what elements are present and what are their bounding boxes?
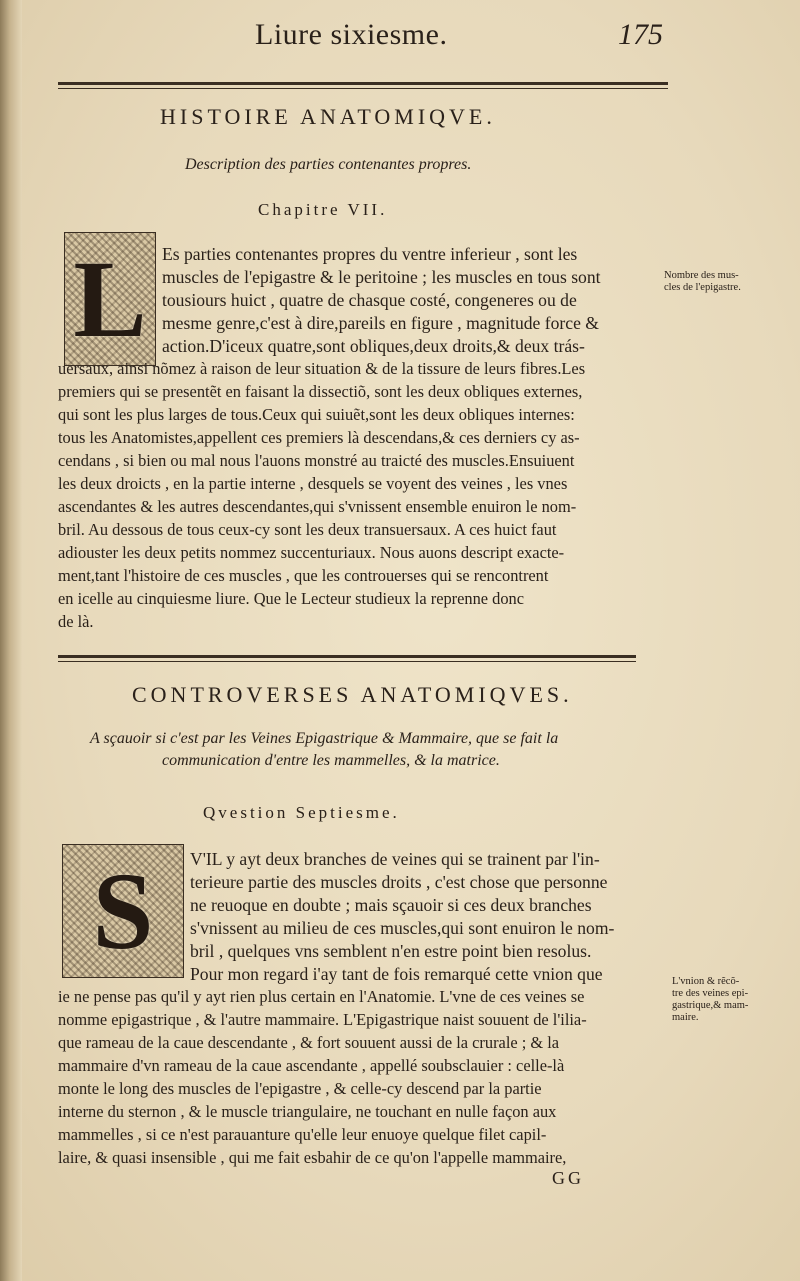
margin-note-line: tre des veines epi-	[672, 988, 749, 999]
text-line: nomme epigastrique , & l'autre mammaire. L'Epigastrique naist souuent de l'ilia-	[58, 1010, 587, 1029]
text-line: muscles de l'epigastre & le peritoine ; les muscles en tous sont	[162, 267, 601, 287]
text-line: ascendantes & les autres descendantes,qui s'vnissent ensemble enuiron le nom-	[58, 497, 577, 516]
text-line: tousiours huict , quatre de chasque costé, congeneres ou de	[162, 290, 577, 310]
dropcap-illuminated-s	[62, 844, 184, 978]
text-line: s'vnissent au milieu de ces muscles,qui sont enuiron le nom-	[190, 918, 615, 938]
text-line: interne du sternon , & le muscle triangulaire, ne touchant en nulle façon aux	[58, 1102, 557, 1121]
top-rule-thin	[58, 88, 668, 89]
text-line: ie ne pense pas qu'il y ayt rien plus certain en l'Anatomie. L'vne de ces veines se	[58, 987, 585, 1006]
text-line: V'IL y ayt deux branches de veines qui se trainent par l'in-	[190, 849, 600, 869]
text-line: mesme genre,c'est à dire,pareils en figure , magnitude force &	[162, 313, 599, 333]
margin-note-vnion	[672, 976, 748, 1024]
text-line: uersaux, ainsi nõmez à raison de leur situation & de la tissure de leurs fibres.Les	[58, 359, 586, 378]
signature-mark: GG	[552, 1168, 584, 1188]
text-line: ne reuoque en doubte ; mais sçauoir si ces deux branches	[190, 895, 592, 915]
middle-rule-thick	[58, 655, 636, 658]
question-subtitle-line: A sçauoir si c'est par les Veines Epigastrique & Mammaire, que se fait la	[90, 730, 559, 747]
dropcap-illuminated-l	[64, 232, 156, 366]
text-line: qui sont les plus larges de tous.Ceux qui suiuẽt,sont les deux obliques internes:	[58, 405, 575, 424]
text-line: les deux droicts , en la partie interne , desquels se voyent des veines , les vnes	[58, 474, 568, 493]
text-line: premiers qui se presentẽt en faisant la dissectiõ, sont les deux obliques externes,	[58, 382, 583, 401]
text-line: Es parties contenantes propres du ventre inferieur , sont les	[162, 244, 578, 264]
book-gutter	[0, 0, 22, 1281]
question-heading: Qvestion Septiesme.	[203, 803, 400, 822]
text-line: tous les Anatomistes,appellent ces premiers là descendans,& ces derniers cy as-	[58, 428, 580, 447]
text-line: cendans , si bien ou mal nous l'auons monstré au traicté des muscles.Ensuiuent	[58, 451, 575, 470]
text-line: mammelles , si ce n'est parauanture qu'elle leur enuoye quelque filet capil-	[58, 1125, 547, 1144]
text-line: que rameau de la caue descendante , & fort souuent aussi de la crurale ; & la	[58, 1033, 560, 1052]
section-subtitle: Description des parties contenantes propres.	[185, 156, 472, 173]
question-subtitle-line: communication d'entre les mammelles, & la matrice.	[162, 752, 500, 769]
text-line: bril. Au dessous de tous ceux-cy sont les deux transuersaux. A ces huict faut	[58, 520, 557, 539]
text-line: adiouster les deux petits nommez succenturiaux. Nous auons descript exacte-	[58, 543, 565, 562]
text-line: terieure partie des muscles droits , c'est chose que personne	[190, 872, 608, 892]
margin-note-muscles	[664, 270, 741, 294]
page-number: 175	[618, 18, 663, 51]
margin-note-line: Nombre des mus-	[664, 270, 739, 281]
margin-note-line: gastrique,& mam-	[672, 1000, 749, 1011]
section-heading-controverses: CONTROVERSES ANATOMIQVES.	[132, 682, 573, 707]
section-heading-histoire: HISTOIRE ANATOMIQVE.	[160, 104, 496, 129]
dropcap-letter: L	[73, 238, 147, 360]
text-line: action.D'iceux quatre,sont obliques,deux droits,& deux trás-	[162, 336, 585, 356]
text-line: ment,tant l'histoire de ces muscles , que les controuerses qui se rencontrent	[58, 566, 549, 585]
margin-note-line: cles de l'epigastre.	[664, 282, 741, 293]
margin-note-line: maire.	[672, 1012, 699, 1023]
margin-note-line: L'vnion & rẽcõ-	[672, 976, 740, 987]
top-rule-thick	[58, 82, 668, 85]
dropcap-letter: S	[92, 850, 154, 972]
running-title: Liure sixiesme.	[255, 18, 448, 51]
text-line: laire, & quasi insensible , qui me fait esbahir de ce qu'on l'appelle mammaire,	[58, 1148, 567, 1167]
text-line: monte le long des muscles de l'epigastre , & celle-cy descend par la partie	[58, 1079, 542, 1098]
text-line: Pour mon regard i'ay tant de fois remarqué cette vnion que	[190, 964, 603, 984]
text-line: mammaire d'vn rameau de la caue ascendante , appellé soubsclauier : celle-là	[58, 1056, 565, 1075]
chapter-heading: Chapitre VII.	[258, 200, 388, 219]
middle-rule-thin	[58, 661, 636, 662]
text-line: de là.	[58, 612, 94, 631]
text-line: en icelle au cinquiesme liure. Que le Lecteur studieux la reprenne donc	[58, 589, 525, 608]
text-line: bril , quelques vns semblent n'en estre point bien resolus.	[190, 941, 592, 961]
